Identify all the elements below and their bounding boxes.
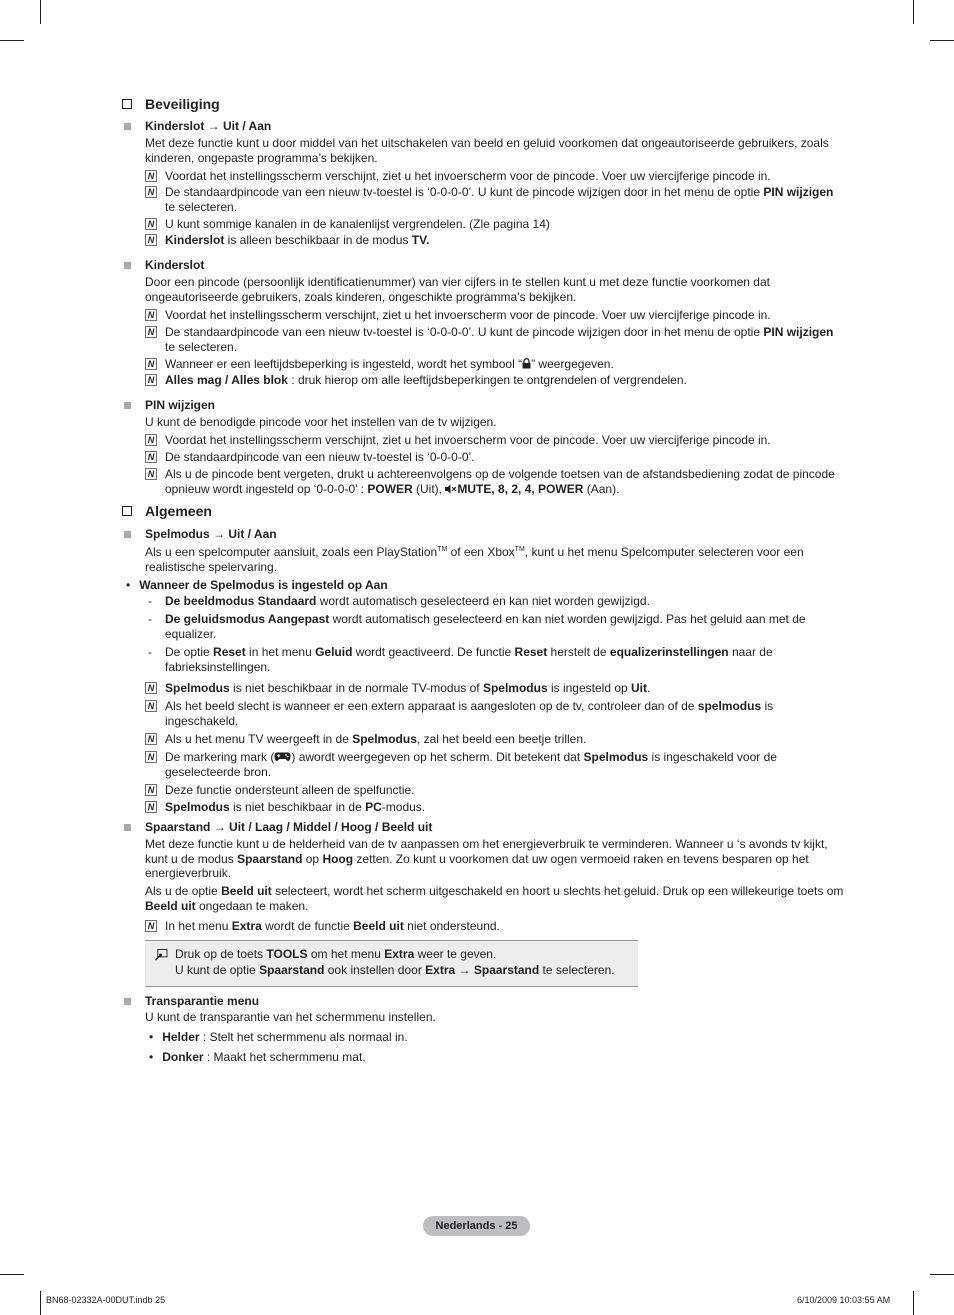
crop-mark xyxy=(913,1291,914,1315)
lock-icon xyxy=(522,358,531,369)
crop-mark xyxy=(40,1291,41,1315)
crop-mark xyxy=(930,40,954,41)
square-bullet-icon xyxy=(124,123,131,130)
note: N Alles mag / Alles blok : druk hierop om alle leeftijdsbeperkingen te ontgrendelen of vergrendelen. xyxy=(145,373,861,388)
paragraph: Als u een spelcomputer aansluit, zoals een PlayStation™ of een Xbox™, kunt u het menu Spelcomputer selecteren voor een realistische spelervaring. xyxy=(145,545,804,574)
note-icon: N xyxy=(145,170,157,182)
list-item: • Helder : Stelt het schermmenu als normaal in. xyxy=(149,1030,408,1044)
note: N Voordat het instellingsscherm verschijnt, ziet u het invoerscherm voor de pincode. Voer uw viercijferige pincode in. xyxy=(145,433,861,448)
tip-line: Druk op de toets TOOLS om het menu Extra weer te geven. xyxy=(175,947,497,961)
paragraph: U kunt de transparantie van het schermmenu instellen. xyxy=(145,1010,436,1024)
note-icon: N xyxy=(145,451,157,463)
tools-tip-box xyxy=(145,940,638,987)
bullet-dot: • xyxy=(149,1030,154,1044)
note: N Spelmodus is niet beschikbaar in de normale TV-modus of Spelmodus is ingesteld op Uit. xyxy=(145,681,861,696)
note: N Als u het menu TV weergeeft in de Spelmodus, zal het beeld een beetje trillen. xyxy=(145,732,861,747)
crop-mark xyxy=(913,0,914,24)
note-icon: N xyxy=(145,186,157,198)
list-item: • Donker : Maakt het schermmenu mat. xyxy=(149,1050,366,1064)
note: N De standaardpincode van een nieuw tv-toestel is ‘0-0-0-0’. xyxy=(145,450,861,465)
note-icon: N xyxy=(145,751,157,763)
paragraph: Als u de optie Beeld uit selecteert, wordt het scherm uitgeschakeld en hoort u slechts het geluid. Druk op een willekeurige toets om Beeld uit ongedaan te maken. xyxy=(145,884,844,913)
crop-mark xyxy=(0,1274,24,1275)
subheading-kinderslot-onoff: Kinderslot → Uit / Aan xyxy=(124,119,271,133)
paragraph: Met deze functie kunt u de helderheid van de tv aanpassen om het energieverbruik te verminderen. Wanneer u ‘s avonds tv kijkt, kunt u de modus Spaarstand op Hoog zetten. Zo kunt u voorkomen dat uw ogen vermoeid raken en tevens besparen op het energieverbruik. xyxy=(145,837,828,880)
note-icon: N xyxy=(145,801,157,813)
section-heading-beveiliging: Beveiliging xyxy=(122,96,220,112)
note: N Als u de pincode bent vergeten, drukt u achtereenvolgens op de volgende toetsen van de afstandsbediening zodat de pincode opnieuw wordt ingesteld op ‘0-0-0-0’ : POWER (Uit), MUTE, 8, 2, 4, POWER (Aan). xyxy=(145,467,861,496)
subheading-spelmodus: Spelmodus → Uit / Aan xyxy=(124,527,277,541)
section-heading-algemeen: Algemeen xyxy=(122,503,212,519)
subheading-spaarstand: Spaarstand → Uit / Laag / Middel / Hoog / Beeld uit xyxy=(124,820,432,834)
bullet-dot: • xyxy=(126,578,131,592)
page-number-badge: Nederlands - 25 xyxy=(423,1216,530,1236)
note-icon: N xyxy=(145,700,157,712)
square-bullet-icon xyxy=(124,824,131,831)
crop-mark xyxy=(930,1274,954,1275)
section-checkbox-icon xyxy=(122,506,132,516)
mute-icon xyxy=(445,484,457,494)
bullet-heading: • Wanneer de Spelmodus is ingesteld op Aan xyxy=(126,578,388,592)
note: N Voordat het instellingsscherm verschijnt, ziet u het invoerscherm voor de pincode. Voer uw viercijferige pincode in. xyxy=(145,169,861,184)
note: N Deze functie ondersteunt alleen de spelfunctie. xyxy=(145,783,861,798)
square-bullet-icon xyxy=(124,262,131,269)
bullet-dot: • xyxy=(149,1050,154,1064)
dash-item: - De beeldmodus Standaard wordt automatisch geselecteerd en kan niet worden gewijzigd. xyxy=(148,594,650,608)
subheading-transparantie: Transparantie menu xyxy=(124,994,259,1008)
note: N Als het beeld slecht is wanneer er een extern apparaat is aangesloten op de tv, controleer dan of de spelmodus is ingeschakeld. xyxy=(145,699,861,728)
note-icon: N xyxy=(145,374,157,386)
tools-icon xyxy=(154,949,168,961)
square-bullet-icon xyxy=(124,402,131,409)
note-icon: N xyxy=(145,920,157,932)
crop-mark xyxy=(0,40,24,41)
square-bullet-icon xyxy=(124,531,131,538)
gamepad-icon xyxy=(274,751,291,762)
note: N Wanneer er een leeftijdsbeperking is ingesteld, wordt het symbool “ ” weergegeven. xyxy=(145,357,861,372)
note-icon: N xyxy=(145,326,157,338)
note-icon: N xyxy=(145,234,157,246)
note-icon: N xyxy=(145,218,157,230)
note: N Kinderslot is alleen beschikbaar in de modus TV. xyxy=(145,233,861,248)
note-icon: N xyxy=(145,682,157,694)
section-checkbox-icon xyxy=(122,99,132,109)
note: N Spelmodus is niet beschikbaar in de PC-modus. xyxy=(145,800,861,815)
note: N De standaardpincode van een nieuw tv-toestel is ‘0-0-0-0’. U kunt de pincode wijzigen door in het menu de optie PIN wijzigen te selecteren. xyxy=(145,185,861,214)
note-icon: N xyxy=(145,434,157,446)
file-info: BN68-02332A-00DUT.indb 25 xyxy=(46,1295,166,1305)
paragraph: Door een pincode (persoonlijk identificatienummer) van vier cijfers in te stellen kunt u met deze functie voorkomen dat ongeautoriseerde gebruikers, zoals kinderen, ongeschikte programma’s bekijken. xyxy=(145,275,770,304)
paragraph: U kunt de benodigde pincode voor het instellen van de tv wijzigen. xyxy=(145,415,497,429)
crop-mark xyxy=(40,0,41,24)
note-icon: N xyxy=(145,358,157,370)
print-timestamp: 6/10/2009 10:03:55 AM xyxy=(797,1295,891,1305)
note: N De markering mark ( ) awordt weergegeven op het scherm. Dit betekent dat Spelmodus is ingeschakeld voor de geselecteerde bron. xyxy=(145,750,861,779)
note: N Voordat het instellingsscherm verschijnt, ziet u het invoerscherm voor de pincode. Voer uw viercijferige pincode in. xyxy=(145,308,861,323)
note-icon: N xyxy=(145,468,157,480)
tip-line: U kunt de optie Spaarstand ook instellen door Extra → Spaarstand te selecteren. xyxy=(175,963,615,977)
dash-item: - De geluidsmodus Aangepast wordt automatisch geselecteerd en kan niet worden gewijzigd. Pas het geluid aan met de equalizer. xyxy=(148,612,806,641)
square-bullet-icon xyxy=(124,998,131,1005)
note: N De standaardpincode van een nieuw tv-toestel is ‘0-0-0-0’. U kunt de pincode wijzigen door in het menu de optie PIN wijzigen te selecteren. xyxy=(145,325,861,354)
note: N In het menu Extra wordt de functie Beeld uit niet ondersteund. xyxy=(145,919,861,934)
subheading-kinderslot: Kinderslot xyxy=(124,258,204,272)
note-icon: N xyxy=(145,784,157,796)
dash-item: - De optie Reset in het menu Geluid wordt geactiveerd. De functie Reset herstelt de equalizerinstellingen naar de fabrieksinstellingen. xyxy=(148,645,773,674)
note-icon: N xyxy=(145,733,157,745)
subheading-pin-wijzigen: PIN wijzigen xyxy=(124,398,215,412)
note-icon: N xyxy=(145,309,157,321)
paragraph: Met deze functie kunt u door middel van het uitschakelen van beeld en geluid voorkomen dat ongeautoriseerde gebruikers, zoals kinderen, ongepaste programma’s bekijken. xyxy=(145,136,829,165)
note: N U kunt sommige kanalen in de kanalenlijst vergrendelen. (Zle pagina 14) xyxy=(145,217,861,232)
